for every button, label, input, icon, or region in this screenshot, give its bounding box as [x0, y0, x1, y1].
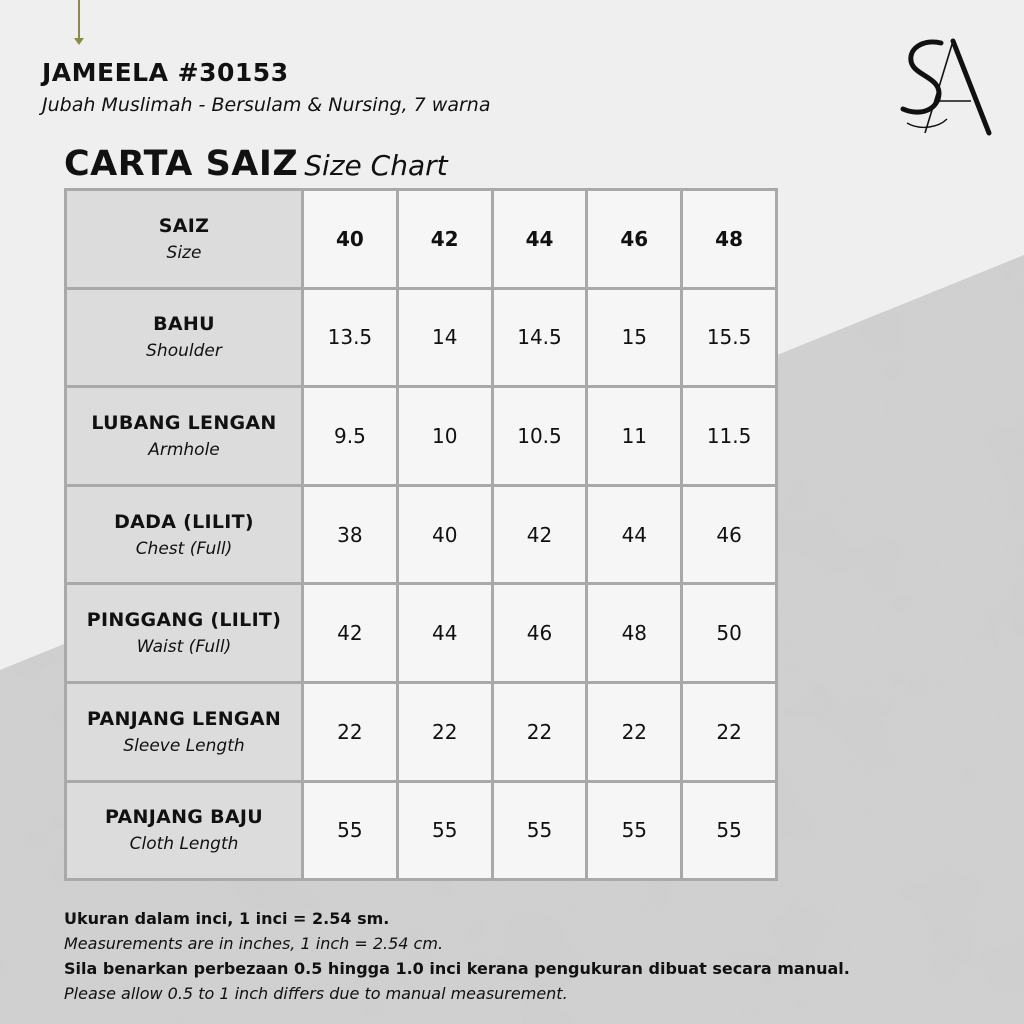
- row-label: [66, 584, 303, 683]
- row-label-sub: Shoulder: [146, 341, 222, 362]
- size-chart-table: [64, 188, 778, 881]
- table-row: [66, 781, 777, 880]
- size-header-cell: 48: [682, 190, 777, 289]
- sa-monogram-logo-icon: [895, 35, 995, 140]
- row-label-sub: Cloth Length: [129, 834, 239, 855]
- table-row: [66, 584, 777, 683]
- value-cell: 42: [492, 485, 587, 584]
- size-header-cell: 46: [587, 190, 682, 289]
- arrow-down-icon: [74, 38, 84, 45]
- row-label-main: LUBANG LENGAN: [91, 411, 277, 434]
- row-label-main: PANJANG LENGAN: [86, 707, 282, 730]
- row-label-sub: Size: [166, 242, 202, 263]
- note-line: Please allow 0.5 to 1 inch differs due to manual measurement.: [64, 984, 568, 1003]
- note-line: Sila benarkan perbezaan 0.5 hingga 1.0 inci kerana pengukuran dibuat secara manual.: [64, 959, 850, 978]
- row-label-main: PANJANG BAJU: [105, 806, 263, 829]
- measurement-notes: [64, 906, 964, 1006]
- value-cell: 14.5: [492, 288, 587, 387]
- value-cell: 22: [587, 682, 682, 781]
- table-header-row: [66, 190, 777, 289]
- table-header-label: [66, 190, 303, 289]
- row-label-main: SAIZ: [158, 214, 210, 237]
- value-cell: 15: [587, 288, 682, 387]
- table-row: [66, 288, 777, 387]
- row-label: [66, 288, 303, 387]
- top-marker-line: [78, 0, 80, 40]
- value-cell: 10: [397, 387, 492, 486]
- row-label-main: DADA (LILIT): [114, 510, 254, 533]
- value-cell: 9.5: [303, 387, 398, 486]
- value-cell: 46: [492, 584, 587, 683]
- note-line: Ukuran dalam inci, 1 inci = 2.54 sm.: [64, 909, 390, 928]
- size-header-cell: 44: [492, 190, 587, 289]
- value-cell: 22: [682, 682, 777, 781]
- row-label: [66, 387, 303, 486]
- row-label-sub: Waist (Full): [136, 637, 232, 658]
- row-label: [66, 485, 303, 584]
- product-subtitle: Jubah Muslimah - Bersulam & Nursing, 7 warna: [42, 94, 491, 116]
- table-row: [66, 387, 777, 486]
- value-cell: 22: [303, 682, 398, 781]
- value-cell: 38: [303, 485, 398, 584]
- value-cell: 11: [587, 387, 682, 486]
- value-cell: 11.5: [682, 387, 777, 486]
- value-cell: 40: [397, 485, 492, 584]
- row-label-sub: Chest (Full): [135, 538, 233, 559]
- value-cell: 44: [587, 485, 682, 584]
- value-cell: 22: [397, 682, 492, 781]
- chart-heading-main: CARTA SAIZ: [64, 144, 299, 184]
- table-row: [66, 485, 777, 584]
- size-header-cell: 40: [303, 190, 398, 289]
- product-title: JAMEELA #30153: [42, 58, 289, 87]
- value-cell: 55: [397, 781, 492, 880]
- value-cell: 14: [397, 288, 492, 387]
- value-cell: 22: [492, 682, 587, 781]
- value-cell: 44: [397, 584, 492, 683]
- size-header-cell: 42: [397, 190, 492, 289]
- value-cell: 15.5: [682, 288, 777, 387]
- chart-heading-sub: Size Chart: [304, 149, 448, 182]
- row-label-main: BAHU: [153, 313, 215, 336]
- row-label: [66, 682, 303, 781]
- value-cell: 55: [682, 781, 777, 880]
- row-label: [66, 781, 303, 880]
- value-cell: 55: [303, 781, 398, 880]
- row-label-sub: Armhole: [148, 439, 220, 460]
- row-label-sub: Sleeve Length: [123, 735, 245, 756]
- value-cell: 48: [587, 584, 682, 683]
- value-cell: 13.5: [303, 288, 398, 387]
- chart-heading: [64, 144, 448, 184]
- value-cell: 50: [682, 584, 777, 683]
- value-cell: 10.5: [492, 387, 587, 486]
- row-label-main: PINGGANG (LILIT): [86, 609, 282, 632]
- value-cell: 55: [587, 781, 682, 880]
- value-cell: 46: [682, 485, 777, 584]
- value-cell: 55: [492, 781, 587, 880]
- value-cell: 42: [303, 584, 398, 683]
- note-line: Measurements are in inches, 1 inch = 2.54 cm.: [64, 934, 444, 953]
- table-row: [66, 682, 777, 781]
